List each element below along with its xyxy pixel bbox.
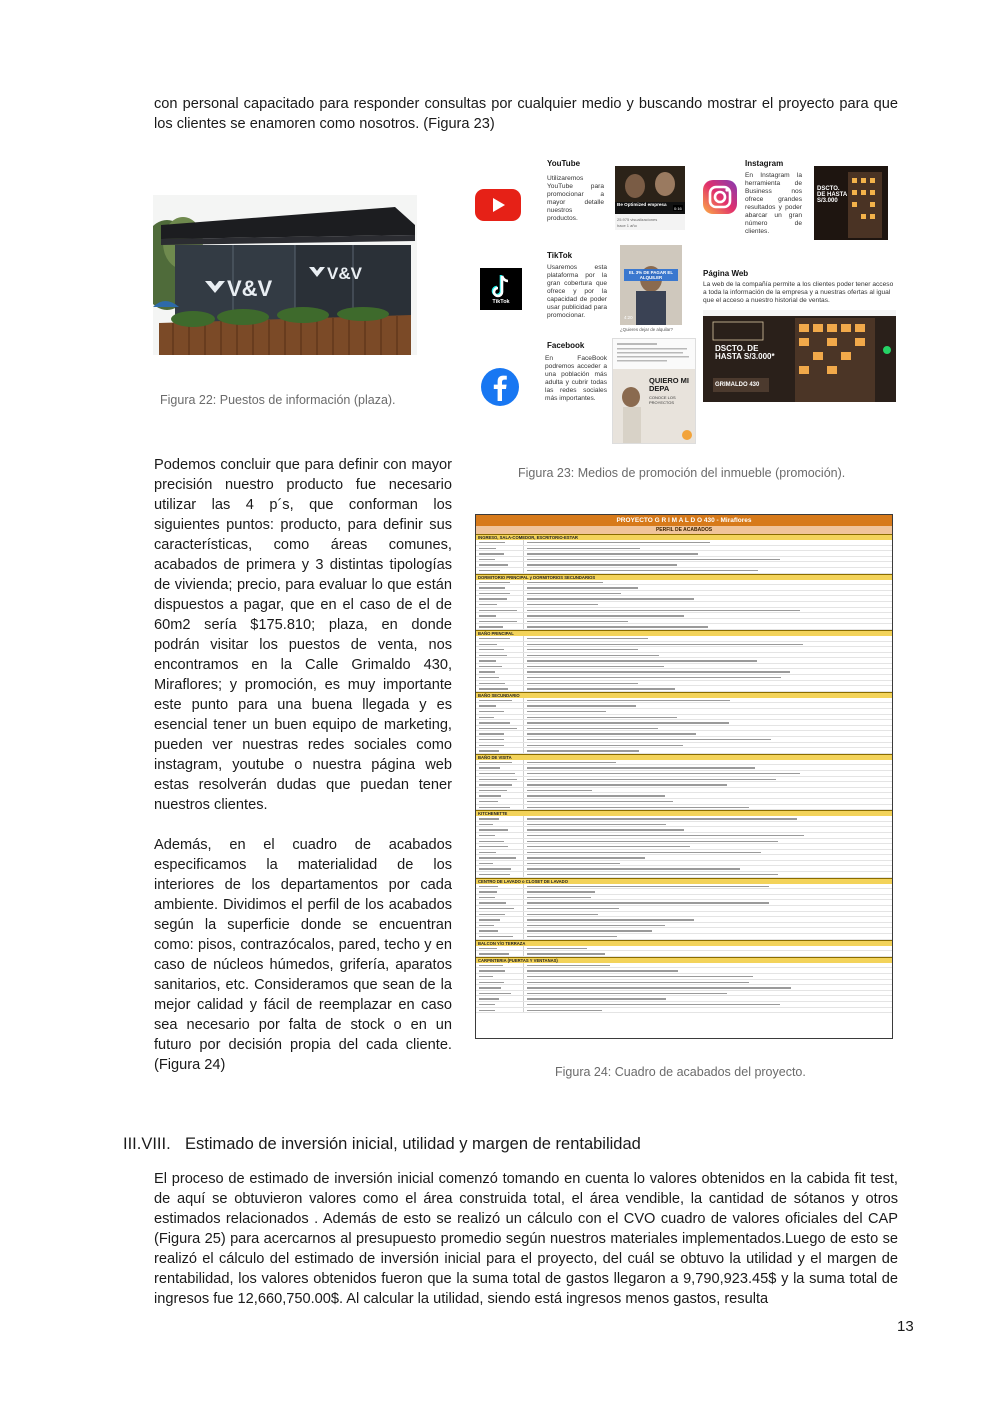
finishes-section-header: BAÑO SECUNDARIO [476,692,892,698]
youtube-thumb-time: 0:16 [674,206,682,211]
web-page-screenshot [703,310,896,402]
instagram-logo-icon [702,179,738,215]
finishes-table [475,514,893,1039]
tiktok-thumb-caption: ¿Quieres dejar de alquilar? [620,327,673,332]
section-number: III.VIII. [123,1135,171,1153]
web-text: La web de la compañía permite a los clientes poder tener acceso a toda la información de la empresa y a nuestras ofertas al igual que el acceso a nuestro historial de ventas. [703,281,894,304]
finishes-section-header: BALCON Y/O TERRAZA [476,940,892,946]
youtube-logo-icon [475,189,521,221]
youtube-video-thumbnail [615,166,685,230]
finishes-section-header: KITCHENETTE [476,810,892,816]
section-heading [123,1135,641,1154]
web-title: Página Web [703,269,749,278]
finishes-table-subtitle: PERFIL DE ACABADOS [476,526,892,534]
facebook-logo-icon [480,367,520,407]
tiktok-title: TikTok [547,251,573,260]
kiosk-logo-front: V&V [227,276,273,301]
finishes-section-header: BAÑO PRINCIPAL [476,630,892,636]
instagram-text: En Instagram la herramienta de Business nos ofrece grandes resultados y poder abarcar un gran número de clientes. [745,172,802,235]
youtube-thumb-meta: 25.975 visualizaciones [617,217,658,222]
finishes-table-title: PROYECTO G R I M A L D O 430 - Miraflores [476,515,892,526]
promotion-collage [472,155,897,447]
page-number: 13 [897,1318,914,1335]
intro-paragraph: con personal capacitado para responder consultas por cualquier medio y buscando mostrar el proyecto para que los clientes se enamoren como nosotros. (Figura 23) [154,96,898,132]
finishes-table-row [476,1008,892,1014]
figure24-caption: Figura 24: Cuadro de acabados del proyecto. [555,1065,806,1079]
youtube-text: Utilizaremos YouTube para promocionar a mayor detalle nuestros productos. [547,175,604,222]
facebook-thumb-sub: CONOCE LOS PROYECTOS [649,395,676,405]
facebook-title: Facebook [547,341,585,350]
web-banner-label: GRIMALDO 430 [715,382,760,388]
figure22-caption: Figura 22: Puestos de información (plaza). [160,393,396,407]
finishes-section-header: CENTRO DE LAVADO o CLOSET DE LAVADO [476,878,892,884]
inversion-paragraph: El proceso de estimado de inversión inicial comenzó tomando en cuenta lo valores obtenidos en la cabida fit test, de aquí se obtuvieron valores como el área construida total, el área vendible, la cantidad de sótanos y otros estimados relacionados . Además de esto se realizó un cálculo con el CVO cuadro de valores oficiales del CAP (Figura 25) para acercarnos al presupuesto promedio según nuestros materiales implementados.Luego de esto se realizó el cálculo del estimado de inversión inicial para el proyecto, del cuál se obtuvo la utilidad y el margen de rentabilidad, los valores obtenidos fueron que la suma total de gastos llegaron a 9,790,923.45$ y la suma total de ingresos fue 12,660,750.00$. Al calcular la utilidad, siendo está ingresos menos gastos, resulta [154,1171,898,1307]
web-banner-text: DSCTO. DE HASTA S/3.000* [715,344,775,361]
tiktok-logo-label: TikTok [492,299,510,305]
finishes-section-header: BAÑO DE VISITA [476,754,892,760]
finishes-section-header: CARPINTERIA (PUERTAS Y VENTANAS) [476,957,892,963]
youtube-thumb-title: Be Optimized empresa [617,202,667,207]
facebook-text: En FaceBook podremos acceder a una población más adulta y cubrir todas las redes sociales más importantes. [545,355,607,402]
tiktok-thumb-time: 4:20 [624,315,633,320]
youtube-thumb-meta2: hace 1 año [617,223,637,228]
instagram-title: Instagram [745,159,784,168]
kiosk-logo-side: V&V [327,264,362,283]
finishes-section-header: INGRESO, SALA-COMEDOR, ESCRITORIO-ESTAR [476,534,892,540]
facebook-thumb-text: QUIERO MI DEPA [649,376,690,393]
acabados-paragraph: Además, en el cuadro de acabados especificamos la materialidad de los interiores de los departamentos por cada ambiente. Dividimos el perfil de los acabados según la superficie donde se encuentran como: pisos, contrazócalos, pared, techo y en caso de núcleos húmedos, grifería, aparatos sanitarios, etc. Consideramos que sean de la mejor calidad y fácil de reemplazar en caso sea necesario por falta de stock o en un futuro por decisión propia del cada cliente. (Figura 24) [154,837,452,1073]
youtube-title: YouTube [547,159,581,168]
tiktok-video-thumbnail [620,245,682,335]
facebook-post-thumbnail [612,338,696,444]
section-title: Estimado de inversión inicial, utilidad y margen de rentabilidad [185,1135,641,1153]
instagram-thumb-text: DSCTO. DE HASTA S/3.000 [817,186,847,204]
finishes-section-header: DORMITORIO PRINCIPAL y DORMITORIOS SECUNDARIOS [476,574,892,580]
tiktok-logo-icon [480,268,522,310]
instagram-post-thumbnail [814,166,888,240]
kiosk-photo [153,195,417,355]
tiktok-text: Usaremos esta plataforma por la gran cobertura que ofrece y por la capacidad de poder usar publicidad para promocionar. [547,264,607,319]
figure23-caption: Figura 23: Medios de promoción del inmueble (promoción). [518,466,846,480]
four-ps-paragraph: Podemos concluir que para definir con mayor precisión nuestro producto fue necesario utilizar las 4 p´s, que conforman los siguientes puntos: producto, para definir sus características, como áreas comunes, acabados de primera y 3 distintas tipologías de vivienda; precio, para evaluar lo que están dispuestos a pagar, que en el caso de el de 60m2 sería $175.810; plaza, en donde podrán visitar los puestos de venta, nos encontramos en la Calle Grimaldo 430, Miraflores; y promoción, es muy importante este punto para una buena llegada y es esencial tener un buen equipo de marketing, pueden ver nuestras redes sociales como instagram, youtube o nuestra página web estas resolverán dudas que puedan tener nuestros clientes. [154,457,452,813]
tiktok-thumb-text: EL 3% DE PAGAR EL ALQUILER [629,270,673,280]
